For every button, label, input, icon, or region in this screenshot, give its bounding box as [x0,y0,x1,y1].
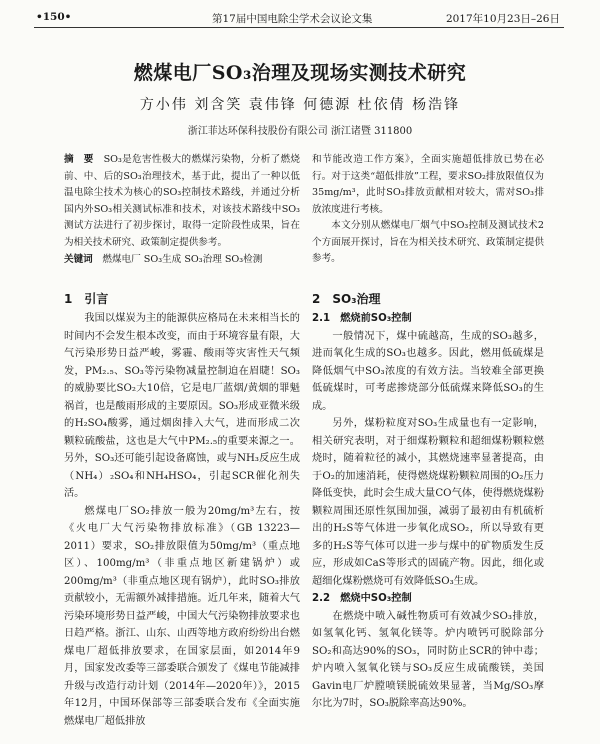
subsection-heading: 2.2 燃烧中SO₃控制 [312,593,412,604]
paragraph: 另外，煤粉粒度对SO₃生成量也有一定影响，相关研究表明，对于细煤粉颗粒和超细煤粉颗粒燃烧时，随着粒径的减小，其燃烧速率显著提高，由于O₂的加速消耗，使得燃烧煤粉颗粒周围的O₂压力降低变快，此时会生成大量CO气体，使得燃烧煤粉颗粒周围还原性氛围加强，减弱了最初由有机硫析出的H₂S等气体进一步氧化成SO₂，所以导致有更多的H₂S等气体可以进一步与煤中的矿物质发生反应，形成如CaS等形式的固硫产物。因此，细化或超细化煤粉燃烧可有效降低SO₃生成。 [312,418,544,587]
affiliation: 浙江菲达环保科技股份有限公司 浙江诸暨 311800 [187,126,413,137]
section-heading-2: 2 SO₃治理 [312,292,381,306]
keywords-label: 关键词 [64,254,93,265]
authors: 方小伟 刘含笑 袁伟锋 何德源 杜依倩 杨浩锋 [139,97,461,113]
conference-date: 2017年10月23日–26日 [445,13,560,25]
abstract [64,152,300,269]
abstract-label: 摘 要 [64,154,94,165]
header-rule [34,27,564,28]
left-column [64,310,300,730]
paper-title: 燃煤电厂SO₃治理及现场实测技术研究 [133,62,467,84]
keywords [64,252,300,269]
abstract-text: SO₃是危害性极大的燃煤污染物，分析了燃烧前、中、后的SO₃治理技术，基于此，提出了一种以低温电除尘技术为核心的SO₃控制技术路线，并通过分析国内外SO₃相关测试标准和技术，对该技术路线中SO₃测试方法进行了初步探讨，取得一定阶段性成果，旨在为相关技术研究、政策制定提供参考。 [64,154,300,248]
right-column [312,310,544,713]
paragraph: 燃煤电厂SO₂排放一般为20mg/m³左右，按《火电厂大气污染物排放标准》（GB 13223—2011）要求，SO₂排放限值为50mg/m³（重点地区）、100mg/m³（非重点地区新建锅炉）或200mg/m³（非重点地区现有锅炉），此时SO₃排放贡献较小，无需额外减排措施。近几年来，随着大气污染环境形势日益严峻，中国大气污染物排放要求也日趋严格。浙江、山东、山西等地方政府纷纷出台燃煤电厂超低排放要求，在国家层面，如2014年9月，国家发改委等三部委联合颁发了《煤电节能减排升级与改造行动计划（2014年—2020年）》，2015年12月，中国环保部等三部委联合发布《全面实施燃煤电厂超低排放 [64,505,300,727]
page-number: •150• [36,11,72,23]
paragraph: 本文分别从燃煤电厂烟气中SO₃控制及测试技术2个方面展开探讨，旨在为相关技术研究、政策制定提供参考。 [312,220,544,264]
paragraph: 在燃烧中喷入碱性物质可有效减少SO₃排放，如氢氧化钙、氢氧化镁等。炉内喷钙可脱除部分SO₂和高达90%的SO₃，同时防止SCR的钟中毒；炉内喷入氢氧化镁与SO₃反应生成硫酸镁，美国Gavin电厂炉膛喷镁脱硫效果显著，当Mg/SO₃摩尔比为7时，SO₃脱除率高达90%。 [312,610,544,709]
running-header [0,0,600,28]
section-heading-1: 1 引言 [64,292,109,306]
paragraph: 我国以煤炭为主的能源供应格局在未来相当长的时间内不会发生根本改变，而由于环境容量有限，大气污染形势日益严峻，雾霾、酸雨等灾害性天气频发，PM₂.₅、SO₃等污染物减量控制迫在眉睫！SO₃的威胁要比SO₂大10倍，它是电厂蓝烟/黄烟的罪魁祸首，也是酸雨形成的主要原因。SO₃形成亚微米级的H₂SO₄酸雾，通过烟囱排入大气，进而形成二次颗粒硫酸盐，这也是大气中PM₂.₅的重要来源之一。另外，SO₃还可能引起设备腐蚀，或与NH₃反应生成（NH₄）₂SO₄和NH₄HSO₄，引起SCR催化剂失活。 [64,313,300,499]
abstract-paragraph [64,152,300,251]
paragraph: 一般情况下，煤中硫越高，生成的SO₃越多，进而氧化生成的SO₃也越多。因此，燃用低硫煤是降低烟气中SO₃浓度的有效方法。当较难全部更换低硫煤时，可考虑掺烧部分低硫煤来降低SO₃的生成。 [312,330,544,412]
subsection-heading: 2.1 燃烧前SO₃控制 [312,313,412,324]
conference-name: 第17届中国电除尘学术会议论文集 [212,13,373,25]
intro-continuation [312,152,544,268]
keywords-text: 燃煤电厂 SO₃生成 SO₃治理 SO₃检测 [102,254,263,265]
paragraph: 和节能改造工作方案》，全面实施超低排放已势在必行。对于这类“超低排放”工程，要求SO₂排放限值仅为35mg/m³，此时SO₃排放贡献相对较大，需对SO₃排放浓度进行考核。 [312,154,544,215]
